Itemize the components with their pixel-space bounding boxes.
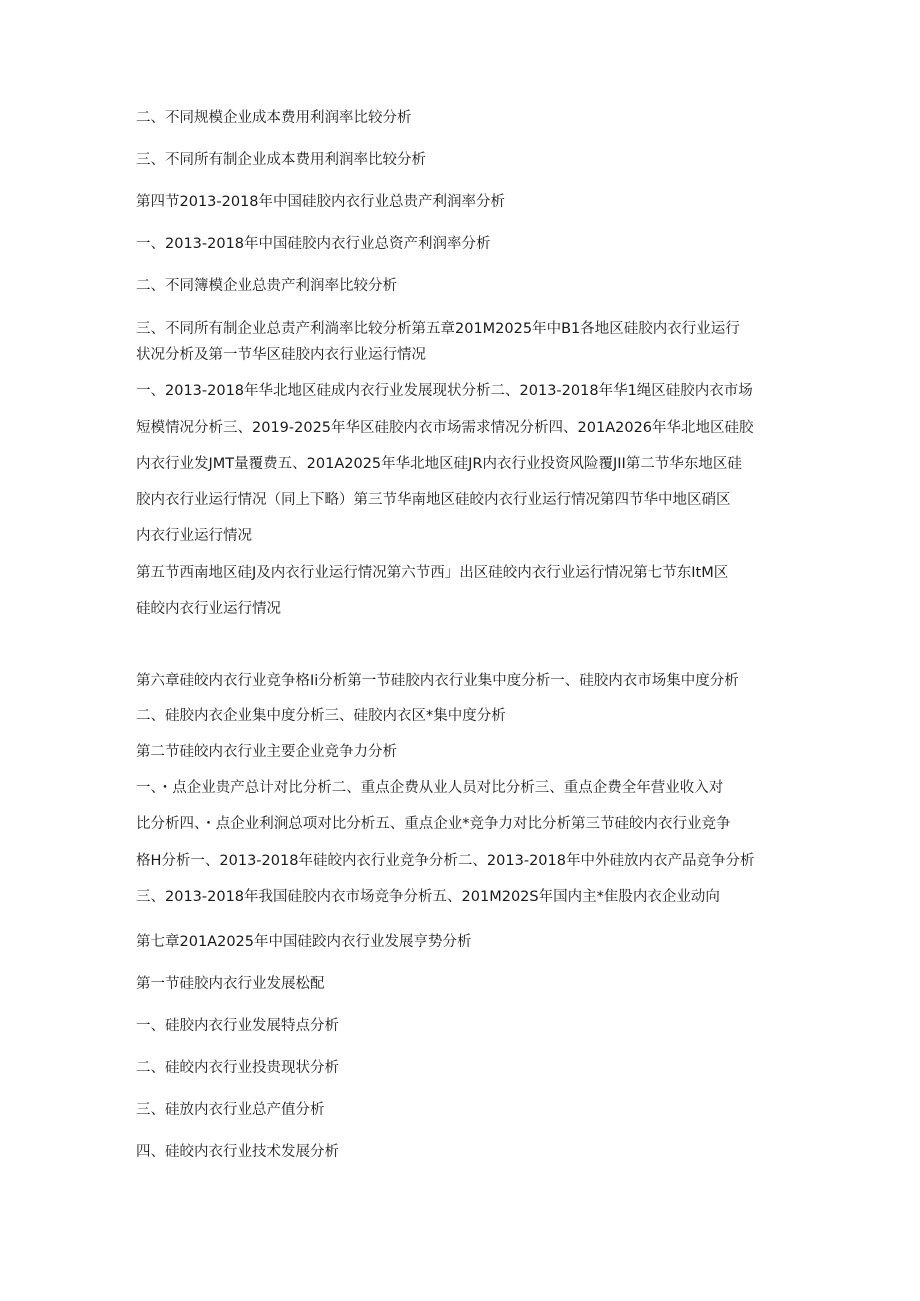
toc-line-11: 胶内衣行业运行情况（同上下略）第三节华南地区硅皎内衣行业运行情况第四节华中地区硝区 xyxy=(136,492,731,508)
toc-line-9: 短模情况分析三、2019-2025年华区硅胶内衣市场需求情况分析四、201A2026年华北地区硅胶 xyxy=(136,420,754,436)
toc-line-6: 三、不同所有制企业总责产利淌率比较分析第五章201M2025年中B1各地区硅胶内衣行业运行 xyxy=(136,321,740,337)
toc-line-20: 格H分析一、2013-2018年硅皎内衣行业竞争分析二、2013-2018年中外硅放内衣产品竞争分析 xyxy=(136,853,755,869)
toc-line-18: 一、・点企业贵产总计对比分析二、重点企费从业人员对比分析三、重点企费全年营业收入对 xyxy=(136,780,724,796)
toc-line-12: 内衣行业运行情况 xyxy=(136,528,252,544)
toc-line-2: 三、不同所有制企业成本费用利润率比较分析 xyxy=(136,152,426,168)
toc-line-23: 第一节硅胶内衣行业发展松配 xyxy=(136,976,325,992)
toc-line-26: 三、硅放内衣行业总产值分析 xyxy=(136,1102,325,1118)
toc-line-17: 第二节硅皎内衣行业主要企业竞争力分析 xyxy=(136,744,397,760)
toc-line-21: 三、2013-2018年我国硅胶内衣市场竞争分析五、201M202S年国内主*隹股内衣企业动向 xyxy=(136,889,720,905)
toc-line-3: 第四节2013-2018年中国硅胶内衣行业总贵产利润率分析 xyxy=(136,194,506,210)
toc-line-10: 内衣行业发JMT量覆费五、201A2025年华北地区硅JR内衣行业投资风险覆JII第二节华东地区硅 xyxy=(136,456,742,472)
toc-line-14: 硅皎内衣行业运行情况 xyxy=(136,601,281,617)
toc-line-19: 比分析四、・点企业利涧总项对比分析五、重点企业*竞争力对比分析第三节硅皎内衣行业竞争 xyxy=(136,816,731,832)
toc-line-5: 二、不同簿模企业总贵产利润率比较分析 xyxy=(136,278,397,294)
toc-line-7: 状况分析及第一节华区硅胶内衣行业运行情况 xyxy=(136,347,426,363)
toc-line-15: 第六章硅皎内衣行业竞争格Ii分析第一节硅胶内衣行业集中度分析一、硅胶内衣市场集中度分析 xyxy=(136,673,739,689)
toc-line-1: 二、不同规模企业成本费用利润率比较分析 xyxy=(136,110,412,126)
toc-line-4: 一、2013-2018年中国硅胶内衣行业总资产利润率分析 xyxy=(136,236,491,252)
toc-line-24: 一、硅胶内衣行业发展特点分析 xyxy=(136,1018,339,1034)
toc-line-22: 第七章201A2025年中国硅跤内衣行业发展亨势分析 xyxy=(136,934,472,950)
toc-line-25: 二、硅皎内衣行业投贵现状分析 xyxy=(136,1060,339,1076)
toc-line-16: 二、硅胶内衣企业集中度分析三、硅胶内衣区*集中度分析 xyxy=(136,708,506,724)
toc-line-27: 四、硅皎内衣行业技术发展分析 xyxy=(136,1144,339,1160)
toc-line-13: 第五节西南地区硅J及内衣行业运行情况第六节西」出区硅皎内衣行业运行情况第七节东ItM区 xyxy=(136,565,729,581)
toc-line-8: 一、2013-2018年华北地区硅成内衣行业发展现状分析二、2013-2018年华1绳区硅胶内衣市场 xyxy=(136,383,753,399)
